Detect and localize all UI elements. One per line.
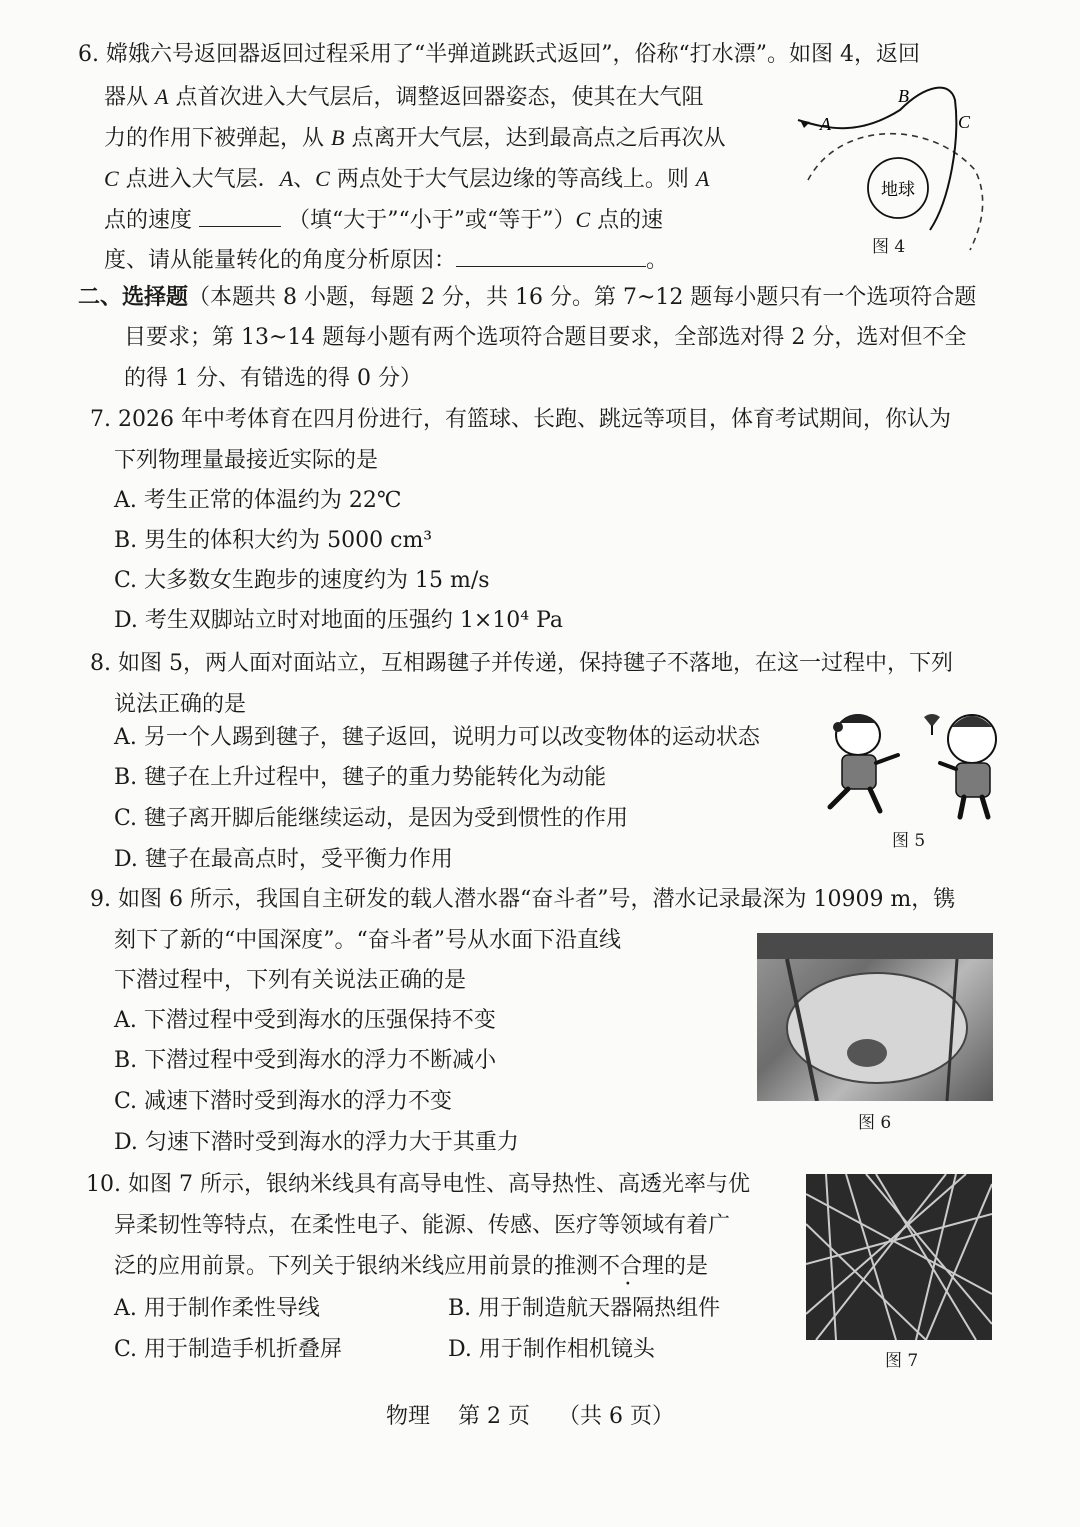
q7-option-d[interactable]: D. 考生双脚站立时对地面的压强约 1×10⁴ Pa bbox=[114, 608, 564, 633]
q8-line-1: 8. 如图 5，两人面对面站立，互相踢毽子并传递，保持毽子不落地，在这一过程中，下列 bbox=[90, 651, 953, 676]
figure-5-caption: 图 5 bbox=[892, 831, 926, 851]
footer-subject: 物理 bbox=[386, 1404, 431, 1429]
kicker-figure bbox=[830, 714, 898, 811]
figure-6-caption: 图 6 bbox=[858, 1113, 892, 1133]
q7-line-1: 7. 2026 年中考体育在四月份进行，有篮球、长跑、跳远等项目，体育考试期间，你认为 bbox=[90, 407, 951, 432]
q9-option-b[interactable]: B. 下潜过程中受到海水的浮力不断减小 bbox=[114, 1048, 497, 1073]
q10-option-d[interactable]: D. 用于制作相机镜头 bbox=[448, 1337, 655, 1362]
q6-line-2: 器从 A 点首次进入大气层后，调整返回器姿态，使其在大气阻 bbox=[104, 84, 704, 110]
q9-option-d[interactable]: D. 匀速下潜时受到海水的浮力大于其重力 bbox=[114, 1130, 519, 1155]
q10-line-2: 异柔韧性等特点，在柔性电子、能源、传感、医疗等领域有着广 bbox=[114, 1213, 731, 1238]
footer-page: 第 2 页 bbox=[458, 1404, 530, 1429]
q6-line-3: 力的作用下被弹起，从 B 点离开大气层，达到最高点之后再次从 bbox=[104, 125, 726, 151]
point-C-label: C bbox=[958, 112, 971, 132]
q9-line-3: 下潜过程中，下列有关说法正确的是 bbox=[114, 968, 467, 993]
q9-option-c[interactable]: C. 减速下潜时受到海水的浮力不变 bbox=[114, 1089, 453, 1114]
point-B-label: B bbox=[898, 86, 909, 106]
q8-option-b[interactable]: B. 毽子在上升过程中，毽子的重力势能转化为动能 bbox=[114, 765, 607, 790]
section-2-line-3: 的得 1 分、有错选的得 0 分） bbox=[124, 366, 422, 391]
q6-line-1: 6. 嫦娥六号返回器返回过程采用了“半弹道跳跃式返回”，俗称“打水漂”。如图 4，返回 bbox=[78, 42, 920, 67]
q7-option-c[interactable]: C. 大多数女生跑步的速度约为 15 m/s bbox=[114, 568, 490, 593]
q6-answer-blank-1[interactable] bbox=[199, 206, 281, 227]
footer bbox=[386, 1402, 674, 1432]
q7-option-b[interactable]: B. 男生的体积大约为 5000 cm³ bbox=[114, 528, 433, 553]
q7-option-a[interactable]: A. 考生正常的体温约为 22℃ bbox=[114, 488, 402, 513]
section-2-line-1: 二、选择题（本题共 8 小题，每题 2 分，共 16 分。第 7~12 题每小题只有一个选项符合题 bbox=[78, 284, 977, 310]
figure-5-illustration bbox=[812, 705, 1012, 825]
q10-emphasis: 不合理 bbox=[598, 1254, 665, 1279]
q10-line-3: 泛的应用前景。下列关于银纳米线应用前景的推测不合理的是 bbox=[114, 1254, 709, 1279]
q7-line-2: 下列物理量最接近实际的是 bbox=[114, 448, 379, 473]
earth-label: 地球 bbox=[881, 180, 915, 200]
q6-line-5: 点的速度 （填“大于”“小于”或“等于”）C 点的速 bbox=[104, 207, 664, 233]
q6-line-4: C 点进入大气层．A、C 两点处于大气层边缘的等高线上。则 A bbox=[104, 166, 710, 192]
q8-option-d[interactable]: D. 毽子在最高点时，受平衡力作用 bbox=[114, 847, 453, 872]
q6-line-6: 度、请从能量转化的角度分析原因： 。 bbox=[104, 248, 669, 273]
q9-line-2: 刻下了新的“中国深度”。“奋斗者”号从水面下沿直线 bbox=[114, 928, 621, 953]
point-A-label: A bbox=[820, 114, 831, 134]
figure-4-trajectory bbox=[780, 80, 990, 260]
q8-line-2: 说法正确的是 bbox=[114, 692, 247, 717]
q10-option-a[interactable]: A. 用于制作柔性导线 bbox=[114, 1296, 320, 1321]
figure-4-caption: 图 4 bbox=[872, 237, 906, 257]
q8-option-c[interactable]: C. 毽子离开脚后能继续运动，是因为受到惯性的作用 bbox=[114, 806, 629, 831]
q9-line-1: 9. 如图 6 所示，我国自主研发的载人潜水器“奋斗者”号，潜水记录最深为 10909 m，镌 bbox=[90, 887, 956, 912]
figure-7-nanowire-photo bbox=[806, 1174, 992, 1340]
q10-option-b[interactable]: B. 用于制造航天器隔热组件 bbox=[448, 1296, 721, 1321]
footer-total: （共 6 页） bbox=[557, 1404, 674, 1429]
q10-option-c[interactable]: C. 用于制造手机折叠屏 bbox=[114, 1337, 343, 1362]
q6-answer-blank-2[interactable] bbox=[456, 246, 646, 267]
q9-option-a[interactable]: A. 下潜过程中受到海水的压强保持不变 bbox=[114, 1008, 496, 1033]
figure-7-caption: 图 7 bbox=[885, 1351, 919, 1371]
q8-option-a[interactable]: A. 另一个人踢到毽子，毽子返回，说明力可以改变物体的运动状态 bbox=[114, 725, 760, 750]
section-2-line-2: 目要求；第 13~14 题每小题有两个选项符合题目要求，全部选对得 2 分，选对但不全 bbox=[124, 325, 967, 350]
figure-6-submersible-photo bbox=[757, 933, 993, 1101]
shuttlecock-icon bbox=[924, 714, 940, 735]
receiver-figure bbox=[940, 715, 996, 817]
q10-line-1: 10. 如图 7 所示，银纳米线具有高导电性、高导热性、高透光率与优 bbox=[86, 1172, 750, 1197]
